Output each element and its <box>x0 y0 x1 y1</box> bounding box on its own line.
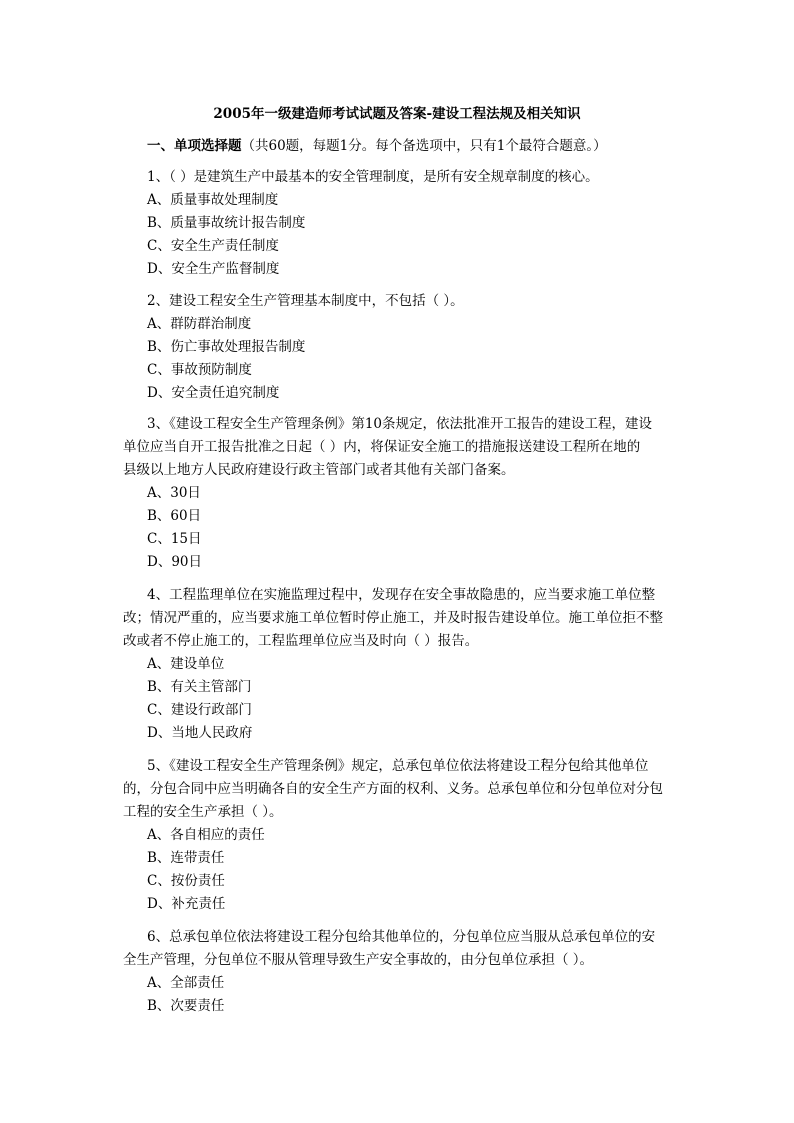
question-stem-line: 改；情况严重的，应当要求施工单位暂时停止施工，并及时报告建设单位。施工单位拒不整 <box>123 610 663 626</box>
question-4 <box>123 584 675 745</box>
question-6 <box>123 926 675 1018</box>
option-b: B、连带责任 <box>147 850 225 866</box>
question-stem-line: 改或者不停止施工的，工程监理单位应当及时向（ ）报告。 <box>123 633 479 649</box>
question-2 <box>147 290 675 405</box>
option-a: A、质量事故处理制度 <box>147 192 279 208</box>
question-stem-line: 县级以上地方人民政府建设行政主管部门或者其他有关部门备案。 <box>123 462 515 478</box>
question-stem-line: 6、总承包单位依法将建设工程分包给其他单位的，分包单位应当服从总承包单位的安 <box>147 929 656 945</box>
question-stem-line: 工程的安全生产承担（ ）。 <box>123 804 283 820</box>
option-b: B、伤亡事故处理报告制度 <box>147 339 306 355</box>
option-c: C、安全生产责任制度 <box>147 238 279 254</box>
question-stem-line: 2、建设工程安全生产管理基本制度中，不包括（ ）。 <box>147 293 464 309</box>
option-d: D、补充责任 <box>147 896 226 912</box>
question-1 <box>147 166 675 281</box>
question-stem-line: 4、工程监理单位在实施监理过程中，发现存在安全事故隐患的，应当要求施工单位整 <box>147 587 656 603</box>
option-b: B、60日 <box>147 508 202 524</box>
document-title: 2005年一级建造师考试试题及答案-建设工程法规及相关知识 <box>213 106 581 122</box>
option-d: D、90日 <box>147 554 203 570</box>
question-stem-line: 全生产管理，分包单位不服从管理导致生产安全事故的，由分包单位承担（ ）。 <box>123 952 594 968</box>
question-stem-line: 5、《建设工程安全生产管理条例》规定，总承包单位依法将建设工程分包给其他单位 <box>147 758 649 774</box>
question-stem-line: 的，分包合同中应当明确各自的安全生产方面的权利、义务。总承包单位和分包单位对分包 <box>123 781 663 797</box>
option-a: A、群防群治制度 <box>147 316 252 332</box>
option-d: D、安全生产监督制度 <box>147 261 280 277</box>
option-c: C、建设行政部门 <box>147 702 252 718</box>
option-c: C、15日 <box>147 531 202 547</box>
section-heading-note: （共60题，每题1分。每个备选项中，只有1个最符合题意。） <box>241 138 607 154</box>
option-a: A、建设单位 <box>147 656 225 672</box>
option-d: D、安全责任追究制度 <box>147 385 280 401</box>
option-c: C、按份责任 <box>147 873 225 889</box>
option-a: A、全部责任 <box>147 975 225 991</box>
option-d: D、当地人民政府 <box>147 725 253 741</box>
option-a: A、各自相应的责任 <box>147 827 265 843</box>
option-b: B、质量事故统计报告制度 <box>147 215 306 231</box>
question-3 <box>123 413 675 574</box>
option-c: C、事故预防制度 <box>147 362 252 378</box>
section-heading <box>147 134 607 154</box>
question-stem-line: 1、（ ）是建筑生产中最基本的安全管理制度，是所有安全规章制度的核心。 <box>147 169 599 185</box>
option-a: A、30日 <box>147 485 201 501</box>
question-stem-line: 3、《建设工程安全生产管理条例》第10条规定，依法批准开工报告的建设工程，建设 <box>147 416 653 432</box>
option-b: B、有关主管部门 <box>147 679 252 695</box>
question-stem-line: 单位应当自开工报告批准之日起（ ）内，将保证安全施工的措施报送建设工程所在地的 <box>123 439 641 455</box>
option-b: B、次要责任 <box>147 998 225 1014</box>
section-heading-label: 一、单项选择题 <box>147 138 242 154</box>
question-5 <box>123 755 675 916</box>
